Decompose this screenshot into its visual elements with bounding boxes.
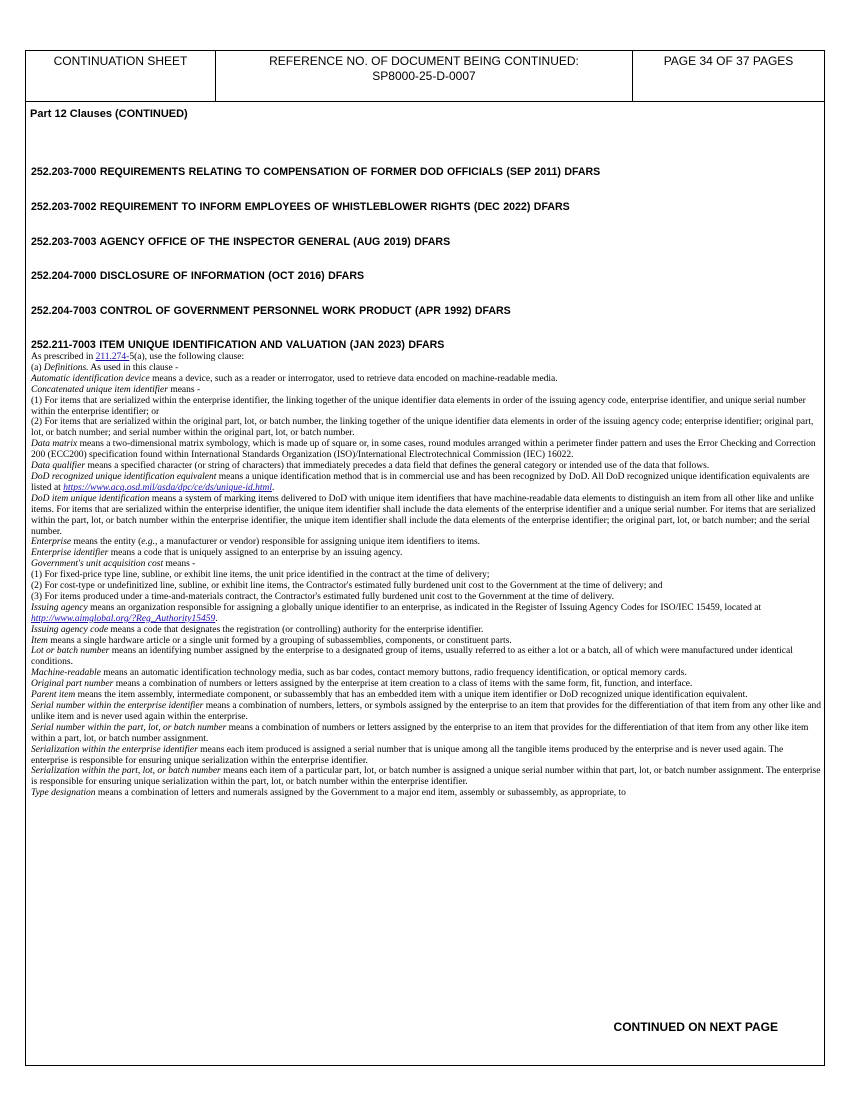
definition-text: (2) For items that are serialized within the original part, lot, or batch number, the linking together of the unique identifier data elements in order of the issuing agency code; enterprise identifier; original part, lot, or batch number; and serial number within the original part, lot, or batch number. — [31, 417, 814, 439]
prescription-line: As prescribed in 211.274-5(a), use the following clause: — [31, 352, 245, 362]
definition-text: means a combination of numbers, letters, or symbols assigned by the enterprise to an item that provides for the differentiation of that item from any other like and unlike item and is never used again within the enterprise. — [31, 701, 822, 722]
definition-term: Parent item — [31, 690, 76, 701]
page-number: PAGE 34 OF 37 PAGES — [663, 54, 794, 68]
sheet-title: CONTINUATION SHEET — [53, 54, 188, 68]
dod-uid-link[interactable]: https://www.acq.osd.mil/asda/dpc/ce/ds/unique-id.html — [63, 482, 273, 493]
definition-term: Original part number — [31, 679, 114, 690]
definition-paragraph — [31, 679, 823, 690]
definition-paragraph: Issuing agency means an organization responsible for assigning a globally unique identifier to an enterprise, as indicated in the Register of Issuing Agency Codes for ISO/IEC 15459, located at http://www.aimglobal.org/?Reg_Authority15459. — [31, 602, 762, 624]
definition-term: Type designation — [31, 788, 96, 799]
definition-text: (1) For fixed-price type line, subline, or exhibit line items, the unit price identified in the contract at the time of delivery; — [31, 570, 490, 581]
definition-term: Government's unit acquisition cost — [31, 559, 164, 570]
definition-paragraph — [31, 592, 823, 603]
definition-term: Serial number within the part, lot, or batch number — [31, 722, 227, 733]
definition-text: means an identifying number assigned by the enterprise to a designated group of items, usually referred to as either a lot or a batch, all of which were manufactured under identical conditions. — [31, 646, 793, 668]
definition-paragraph: DoD recognized unique identification equivalent means a unique identification method that is in commercial use and has been recognized by DoD. All DoD recognized unique identification equivalents are listed at https://www.acq.osd.mil/asda/dpc/ce/ds/unique-id.html. — [31, 471, 810, 493]
definition-paragraph — [31, 461, 823, 472]
definition-term: Enterprise identifier — [31, 548, 109, 559]
definition-text: (1) For items that are serialized within the enterprise identifier, the linking together of the unique identifier data elements in order of the issuing agency code, enterprise identifier, and unique serial number within the enterprise identifier; or — [31, 395, 806, 417]
clause-heading: 252.211-7003 ITEM UNIQUE IDENTIFICATION AND VALUATION (JAN 2023) DFARS — [31, 339, 445, 351]
definition-paragraph — [31, 439, 823, 461]
definition-paragraph — [31, 766, 823, 788]
clause-heading: 252.203-7002 REQUIREMENT TO INFORM EMPLOYEES OF WHISTLEBLOWER RIGHTS (DEC 2022) DFARS — [31, 201, 570, 213]
continued-notice: CONTINUED ON NEXT PAGE — [613, 1020, 778, 1034]
definition-text: means - — [163, 559, 196, 570]
reference-cell — [216, 51, 633, 101]
clause-heading: 252.203-7003 AGENCY OFFICE OF THE INSPECTOR GENERAL (AUG 2019) DFARS — [31, 236, 451, 248]
definition-paragraph — [31, 788, 823, 799]
definition-paragraph: Enterprise means the entity (e.g., a manufacturer or vendor) responsible for assigning unique item identifiers to items. — [31, 537, 481, 548]
definition-term: Machine-readable — [31, 668, 101, 679]
continuation-sheet — [25, 50, 825, 1066]
page-number-cell — [633, 51, 824, 101]
definition-paragraph — [31, 701, 823, 723]
definition-term: Serial number within the enterprise identifier — [31, 701, 204, 711]
definition-paragraph — [31, 625, 823, 636]
definition-text: means a code that is uniquely assigned to an enterprise by an issuing agency. — [108, 548, 403, 559]
definition-paragraph — [31, 636, 823, 647]
prescription-link[interactable]: 211.274- — [95, 352, 130, 362]
sheet-title-cell — [26, 51, 216, 101]
definitions-intro: (a) Definitions. As used in this clause - — [31, 362, 179, 373]
definition-text: means a device, such as a reader or interrogator, used to retrieve data encoded on machine-readable media. — [149, 373, 558, 384]
definition-paragraph — [31, 570, 823, 581]
definition-text: means a single hardware article or a single unit formed by a grouping of subassemblies, components, or constituent parts. — [47, 635, 512, 646]
definition-text: means an automatic identification technology media, such as bar codes, contact memory buttons, radio frequency identification, or optical memory cards. — [100, 668, 687, 679]
definition-text: means - — [167, 384, 201, 395]
definition-paragraph — [31, 494, 823, 538]
definition-paragraph — [31, 646, 823, 668]
section-title: Part 12 Clauses (CONTINUED) — [30, 108, 188, 120]
definition-text: means a specified character (or string of characters) that immediately precedes a data field that defines the general category or intended use of the data that follows. — [85, 461, 710, 472]
definitions-group — [31, 494, 823, 538]
definition-text: means a two-dimensional matrix symbology, which is made up of square or, in some cases, round modules arranged within a perimeter finder pattern and uses the Error Checking and Correction 200 (ECC200) specification found within International Standards Organization (ISO)/International Electrotechnical Commission (IEC) 16022. — [31, 439, 816, 461]
clause-heading: 252.203-7000 REQUIREMENTS RELATING TO COMPENSATION OF FORMER DOD OFFICIALS (SEP 2011) DFARS — [31, 166, 601, 178]
definition-paragraph — [31, 417, 823, 439]
definition-term: Serialization within the enterprise identifier — [31, 744, 198, 755]
definition-text: (2) For cost-type or undefinitized line, subline, or exhibit line items, the Contractor's estimated fully burdened unit cost to the Government at the time of delivery; and — [31, 581, 663, 592]
clause-heading: 252.204-7000 DISCLOSURE OF INFORMATION (OCT 2016) DFARS — [31, 270, 365, 282]
definition-term: Item — [31, 635, 48, 646]
definition-paragraph — [31, 396, 823, 418]
definition-paragraph — [31, 745, 823, 767]
definition-text: means a system of marking items delivered to DoD with unique item identifiers that have machine-readable data elements to distinguish an item from all other like and unlike items. For items that are serialized within the enterprise identifier, the unique item identifier shall include the data elements of the enterprise identifier and a unique serial number. For items that are serialized within the part, lot, or batch number within the enterprise identifier, the unique item identifier shall include the data elements of the enterprise identifier; the original part, lot, or batch number; and the serial number. — [31, 493, 816, 537]
sheet-header — [26, 51, 824, 102]
definitions-group — [31, 548, 823, 603]
definition-paragraph — [31, 723, 823, 745]
aimglobal-link[interactable]: http://www.aimglobal.org/?Reg_Authority15459 — [31, 613, 216, 624]
definition-paragraph — [31, 374, 823, 385]
definition-paragraph — [31, 581, 823, 592]
reference-number: SP8000-25-D-0007 — [372, 69, 476, 83]
definition-paragraph — [31, 559, 823, 570]
clause-body — [31, 352, 823, 799]
definition-term: Serialization within the part, lot, or batch number — [31, 766, 221, 777]
definition-term: Concatenated unique item identifier — [31, 384, 168, 395]
definition-text: means a combination of letters and numerals assigned by the Government to a major end item, assembly or subassembly, as appropriate, to — [95, 788, 626, 799]
definition-term: Data qualifier — [31, 461, 86, 472]
definition-paragraph — [31, 668, 823, 679]
definition-paragraph — [31, 690, 823, 701]
definition-text: means a code that designates the registration (or controlling) authority for the enterprise identifier. — [108, 624, 484, 635]
definitions-group — [31, 374, 823, 472]
definition-term: DoD item unique identification — [31, 493, 150, 504]
definition-text: means each item produced is assigned a serial number that is unique among all the tangible items produced by the enterprise and is never used again. The enterprise is responsible for ensuring unique serialization within the enterprise identifier. — [31, 744, 784, 766]
definition-text: (3) For items produced under a time-and-materials contract, the Contractor's estimated fully burdened unit cost to the Government at the time of delivery. — [31, 591, 615, 602]
definition-term: Data matrix — [31, 439, 78, 450]
definition-paragraph — [31, 548, 823, 559]
definition-text: means the item assembly, intermediate component, or subassembly that has an embedded item with a unique item identifier or DoD recognized unique identification equivalent. — [75, 690, 748, 701]
definition-text: means a combination of numbers or letters assigned by the enterprise to an item that provides for the differentiation of that item from any other like item within a part, lot, or batch number assignment. — [31, 722, 809, 744]
clause-heading: 252.204-7003 CONTROL OF GOVERNMENT PERSONNEL WORK PRODUCT (APR 1992) DFARS — [31, 305, 511, 317]
reference-label: REFERENCE NO. OF DOCUMENT BEING CONTINUED: — [269, 54, 579, 68]
definitions-group — [31, 625, 823, 800]
definition-text: means each item of a particular part, lot, or batch number is assigned a unique serial number within that part, lot, or batch number assignment. The enterprise is responsible for ensuring unique serialization within the part, lot, or batch number within the enterprise identifier. — [31, 766, 821, 788]
definition-text: means a combination of numbers or letters assigned by the enterprise at item creation to a class of items with the same form, fit, function, and interface. — [113, 679, 693, 690]
definition-term: Lot or batch number — [31, 646, 110, 657]
definition-term: Issuing agency code — [31, 624, 109, 635]
definition-term: Automatic identification device — [31, 373, 150, 384]
definition-paragraph — [31, 385, 823, 396]
